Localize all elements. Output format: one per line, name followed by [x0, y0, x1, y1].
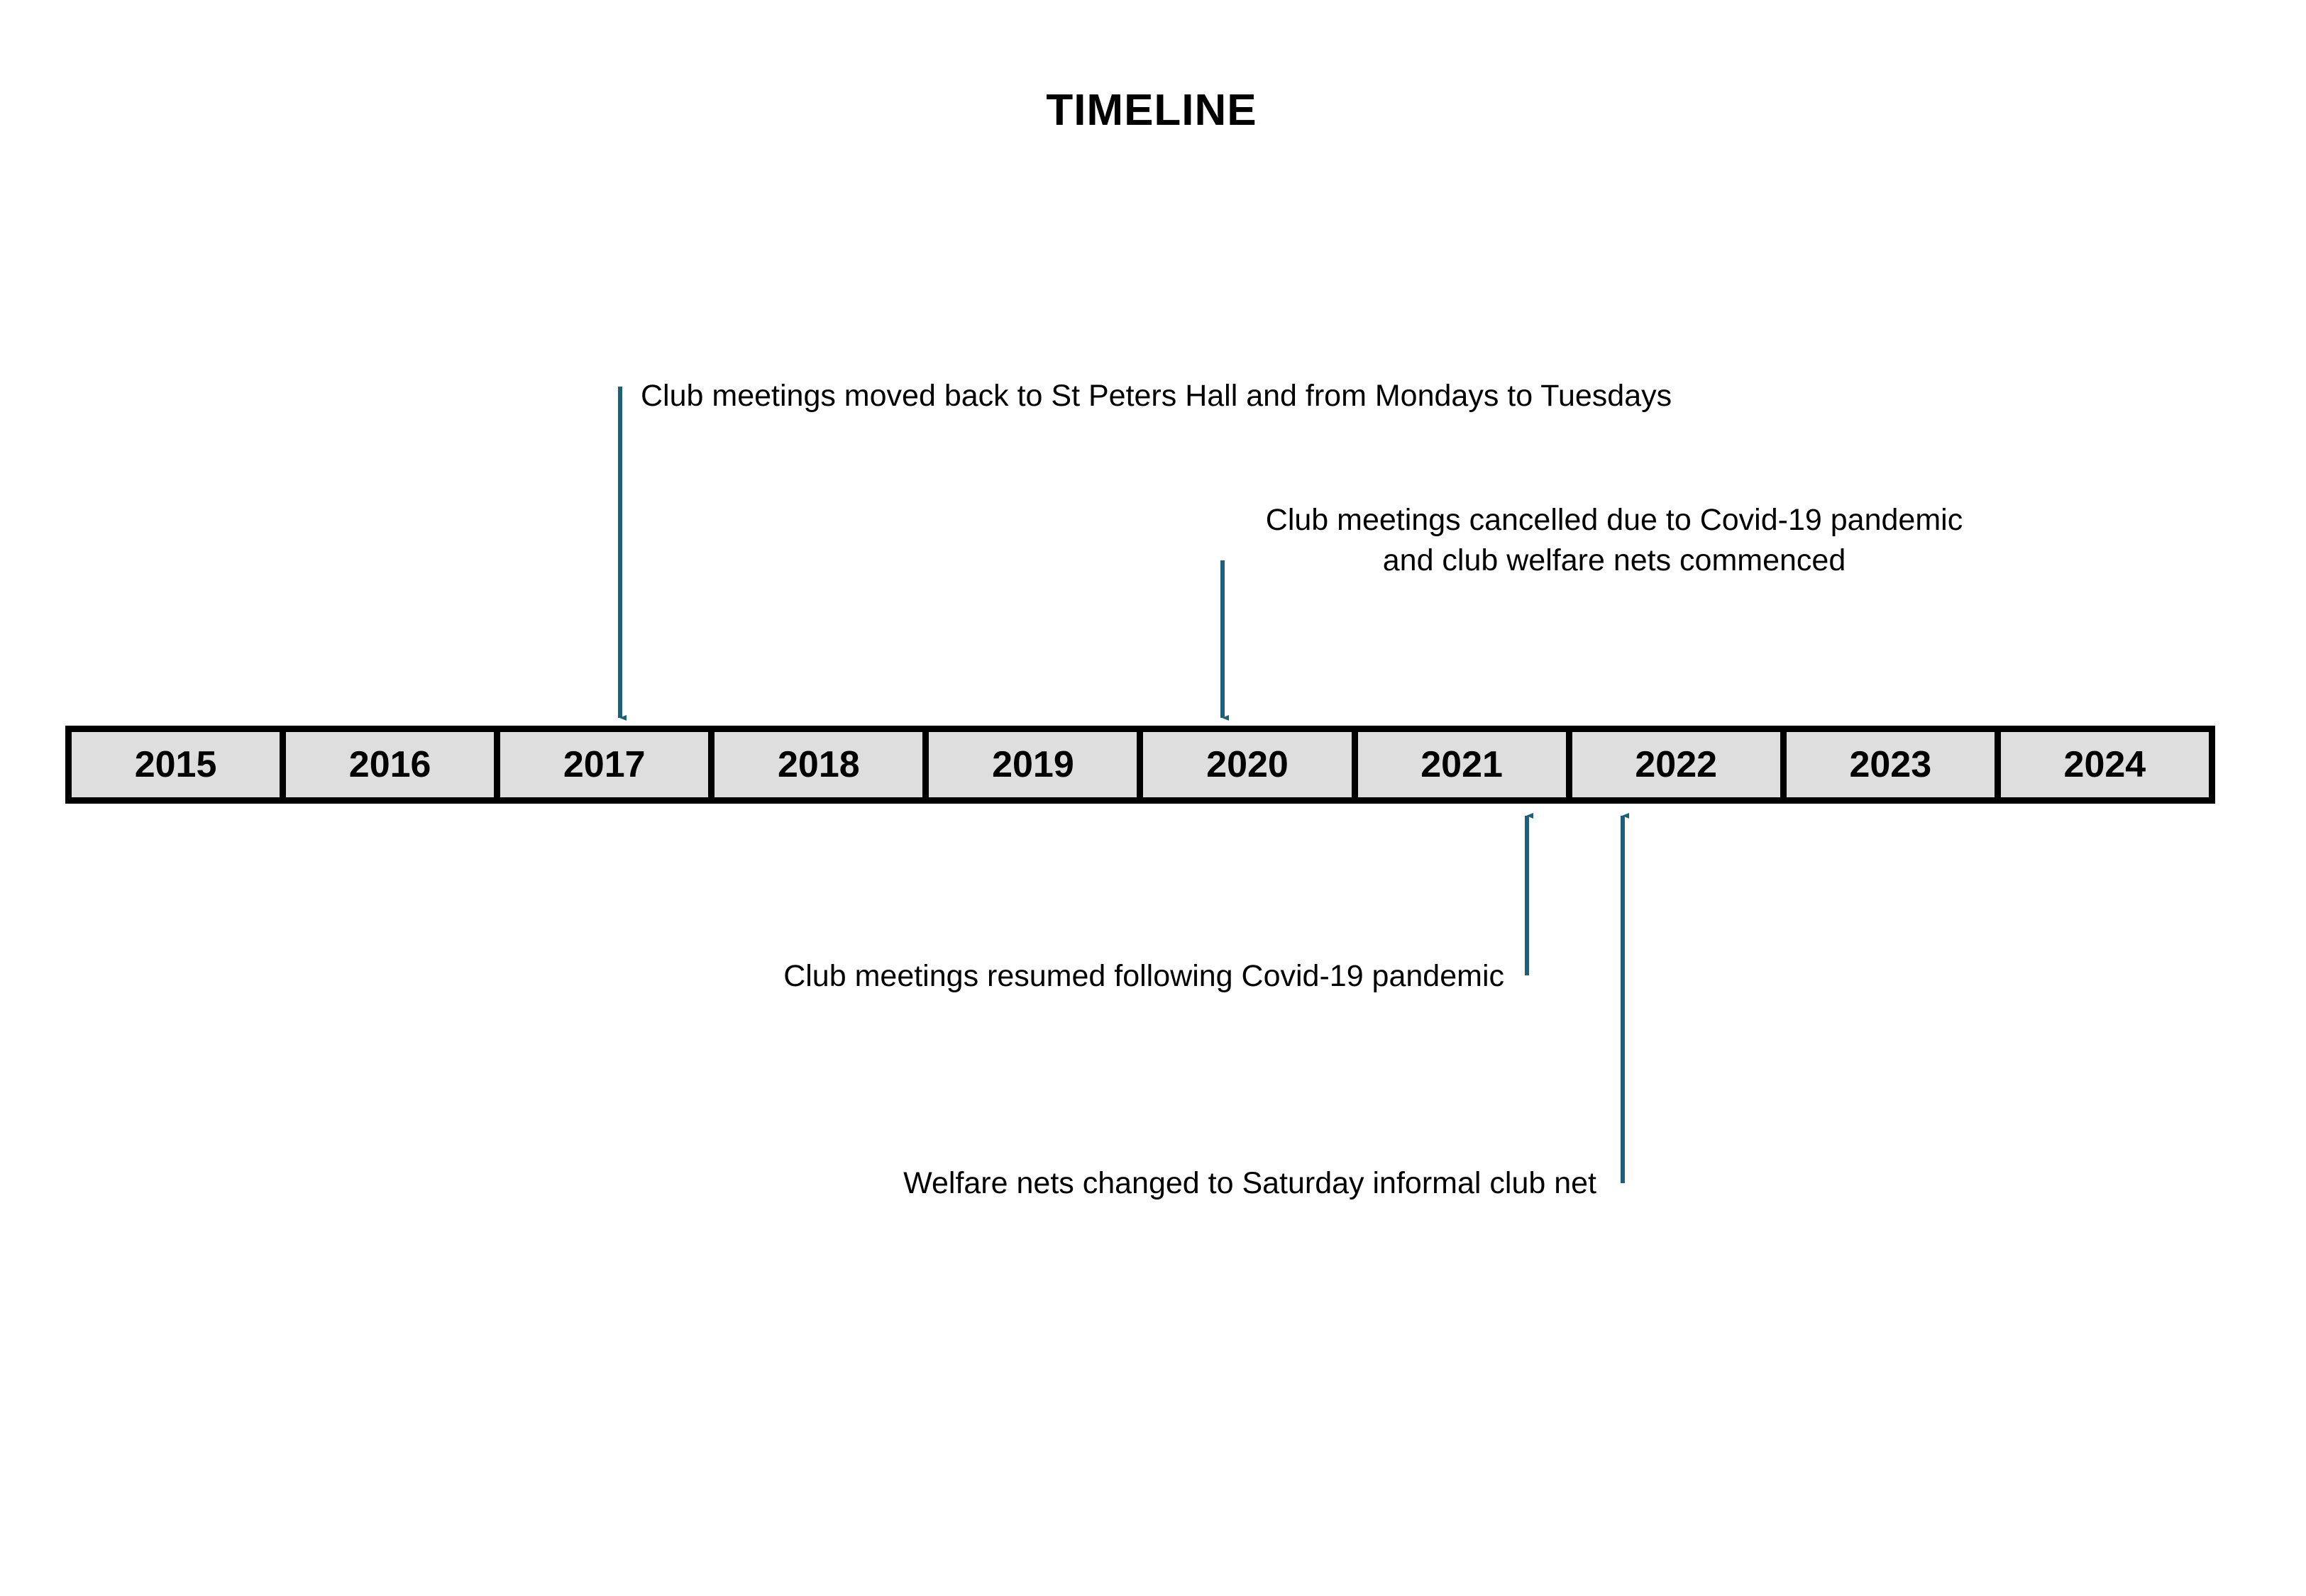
annotation-meetings-resumed: Club meetings resumed following Covid-19 pandemic — [783, 959, 1504, 993]
timeline-year-2024[interactable]: 2024 — [2001, 732, 2209, 797]
timeline-year-2021[interactable]: 2021 — [1358, 732, 1572, 797]
annotation-st-peters-hall: Club meetings moved back to St Peters Hall and from Mondays to Tuesdays — [641, 379, 1672, 413]
timeline-year-2016[interactable]: 2016 — [286, 732, 500, 797]
timeline-year-2022[interactable]: 2022 — [1572, 732, 1787, 797]
annotation-covid-cancelled: Club meetings cancelled due to Covid-19 pandemic and club welfare nets commenced — [1265, 503, 1963, 577]
timeline-year-2018[interactable]: 2018 — [715, 732, 929, 797]
timeline-bar — [65, 726, 2215, 804]
annotation-welfare-nets-saturday: Welfare nets changed to Saturday informal club net — [903, 1166, 1596, 1200]
timeline-year-2019[interactable]: 2019 — [929, 732, 1143, 797]
page-title: TIMELINE — [1046, 86, 1257, 135]
timeline-year-2020[interactable]: 2020 — [1143, 732, 1357, 797]
timeline-year-2023[interactable]: 2023 — [1787, 732, 2001, 797]
timeline-year-2015[interactable]: 2015 — [72, 732, 286, 797]
timeline-year-2017[interactable]: 2017 — [500, 732, 715, 797]
